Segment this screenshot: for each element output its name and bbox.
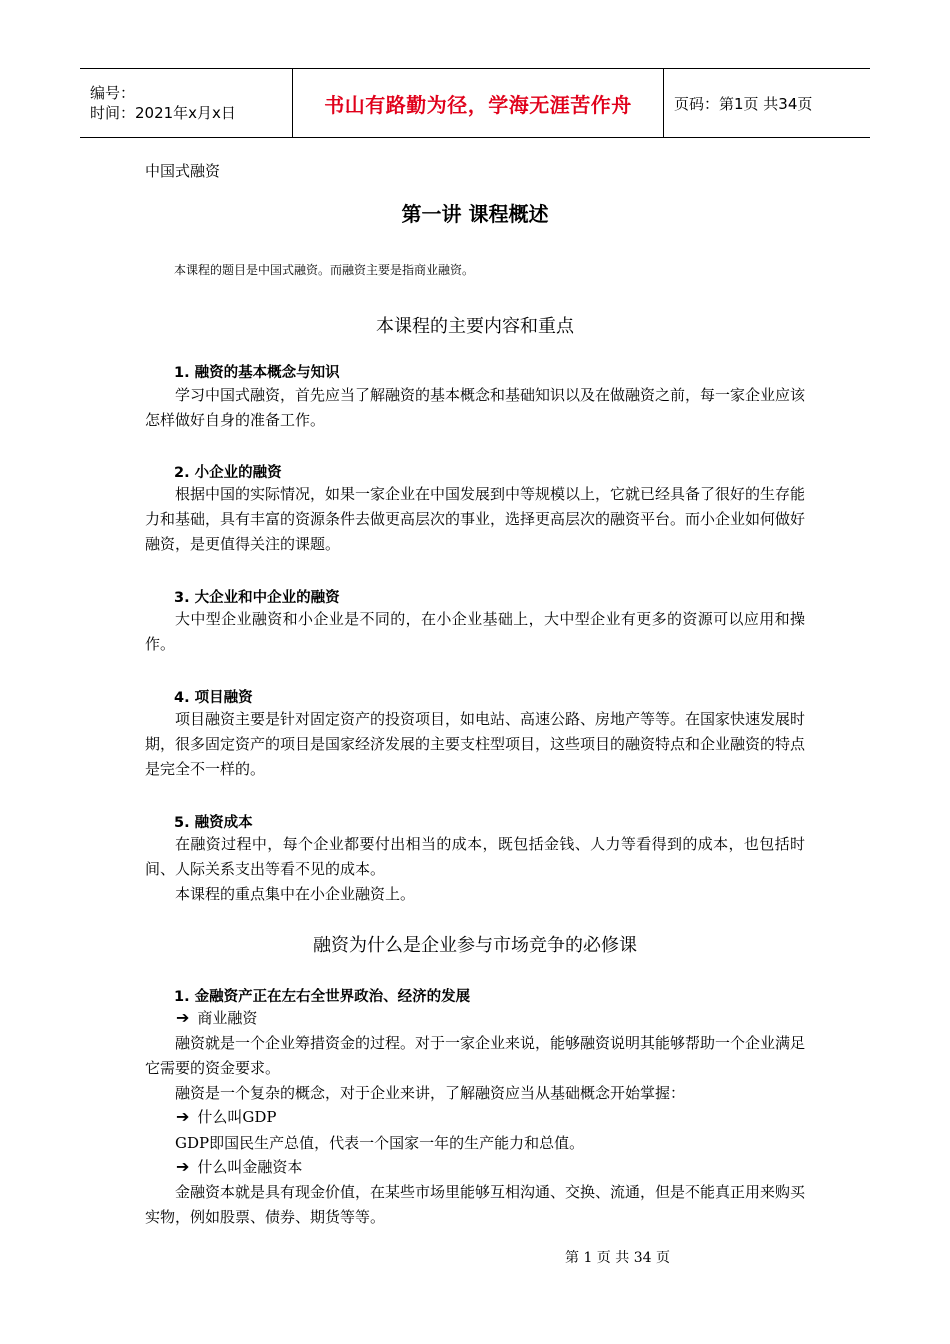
item-heading: 5. 融资成本: [174, 815, 253, 831]
section-title: 融资为什么是企业参与市场竞争的必修课: [313, 935, 637, 956]
paragraph: 在融资过程中，每个企业都要付出相当的成本，既包括金钱、人力等看得到的成本，也包括时间、人际关系支出等看不见的成本。: [145, 835, 805, 878]
arrow-right-icon: ➔: [176, 1107, 190, 1126]
paragraph: 根据中国的实际情况，如果一家企业在中国发展到中等规模以上，它就已经具备了很好的生存能力和基础，具有丰富的资源条件去做更高层次的事业，选择更高层次的融资平台。而小企业如何做好融资，是更值得关注的课题。: [145, 485, 806, 553]
bullet-text: 什么叫金融资本: [197, 1158, 303, 1176]
paragraph: 项目融资主要是针对固定资产的投资项目，如电站、高速公路、房地产等等。在国家快速发展时期，很多固定资产的项目是国家经济发展的主要支柱型项目，这些项目的融资特点和企业融资的特点是完全不一样的。: [145, 710, 806, 778]
section-title: 本课程的主要内容和重点: [376, 316, 574, 337]
header-left-cell: [80, 69, 292, 137]
header-motto: 书山有路勤为径，学海无涯苦作舟: [324, 92, 632, 117]
bullet-line: [176, 1156, 302, 1177]
paragraph: 融资是一个复杂的概念，对于企业来讲，了解融资应当从基础概念开始掌握：: [175, 1084, 686, 1102]
paragraph: GDP即国民生产总值，代表一个国家一年的生产能力和总值。: [175, 1134, 585, 1152]
item-heading: 4. 项目融资: [174, 690, 253, 706]
bullet-line: [176, 1007, 257, 1028]
paragraph: 金融资本就是具有现金价值，在某些市场里能够互相沟通、交换、流通，但是不能真正用来购买实物，例如股票、债券、期货等等。: [145, 1183, 806, 1226]
paragraph: 大中型企业融资和小企业是不同的，在小企业基础上，大中型企业有更多的资源可以应用和操作。: [145, 610, 805, 653]
arrow-right-icon: ➔: [176, 1008, 190, 1027]
paragraph: 本课程的重点集中在小企业融资上。: [175, 885, 416, 903]
bullet-text: 商业融资: [197, 1009, 258, 1027]
page-footer: 第 1 页 共 34 页: [565, 1250, 670, 1266]
document-date: 时间：2021年x月x日: [90, 104, 236, 122]
item-heading: 1. 金融资产正在左右全世界政治、经济的发展: [174, 989, 471, 1005]
document-number-label: 编号：: [90, 84, 136, 102]
arrow-right-icon: ➔: [176, 1157, 190, 1176]
bullet-line: [176, 1106, 277, 1127]
header-page-cell: [664, 69, 870, 137]
header-table: [80, 68, 870, 138]
paragraph: 学习中国式融资，首先应当了解融资的基本概念和基础知识以及在做融资之前，每一家企业应该怎样做好自身的准备工作。: [145, 386, 806, 429]
document-label: 中国式融资: [145, 162, 221, 180]
bullet-text: 什么叫GDP: [197, 1108, 277, 1126]
paragraph: 融资就是一个企业筹措资金的过程。对于一家企业来说，能够融资说明其能够帮助一个企业满足它需要的资金要求。: [145, 1034, 806, 1077]
lecture-title: 第一讲 课程概述: [401, 202, 549, 226]
intro-text: 本课程的题目是中国式融资。而融资主要是指商业融资。: [174, 263, 475, 277]
header-motto-cell: [292, 69, 664, 137]
item-heading: 2. 小企业的融资: [174, 465, 282, 481]
item-heading: 1. 融资的基本概念与知识: [174, 365, 340, 381]
header-page-info: 页码：第1页 共34页: [674, 94, 813, 113]
item-heading: 3. 大企业和中企业的融资: [174, 590, 340, 606]
